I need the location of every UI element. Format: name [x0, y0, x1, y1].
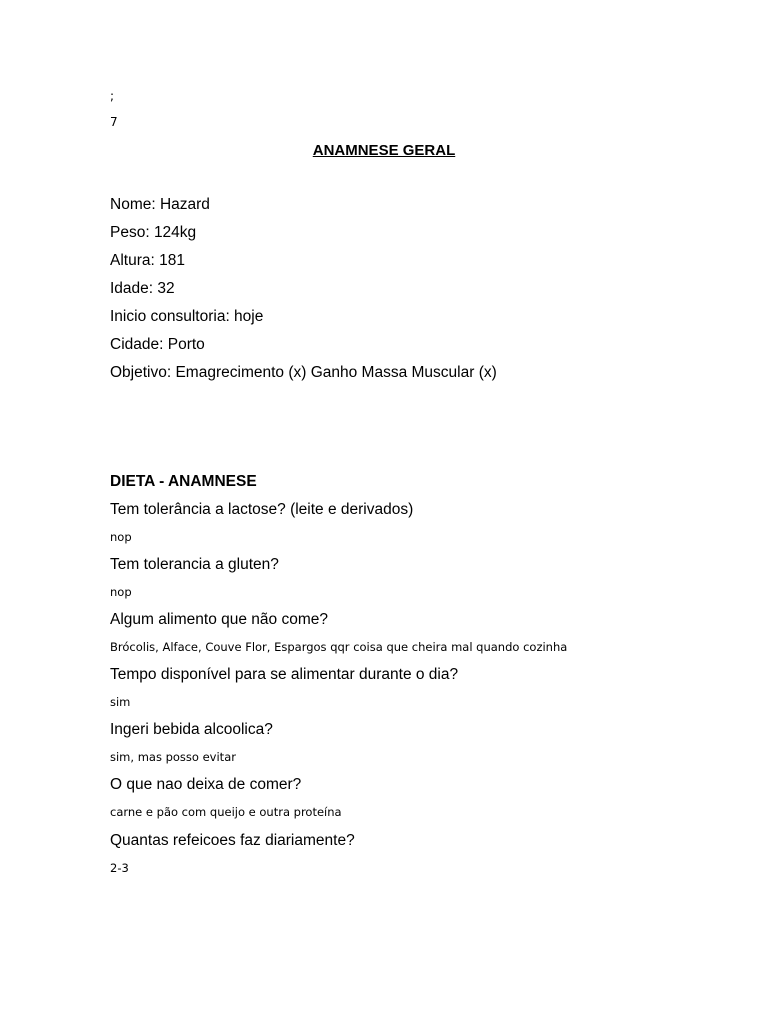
- diet-question: O que nao deixa de comer?: [110, 776, 302, 793]
- diet-question: Tem tolerancia a gluten?: [110, 556, 279, 573]
- diet-answer: Brócolis, Alface, Couve Flor, Espargos qqr coisa que cheira mal quando cozinha: [110, 640, 568, 654]
- diet-answer: nop: [110, 585, 132, 599]
- field-inicio-consultoria: Inicio consultoria: hoje: [110, 308, 264, 325]
- field-cidade: Cidade: Porto: [110, 336, 205, 353]
- diet-answer: sim: [110, 695, 131, 709]
- diet-answer: carne e pão com queijo e outra proteína: [110, 805, 342, 819]
- diet-question: Algum alimento que não come?: [110, 611, 328, 628]
- diet-question: Tem tolerância a lactose? (leite e derivados): [110, 501, 414, 518]
- header-mark-semicolon: ;: [110, 89, 115, 103]
- field-idade: Idade: 32: [110, 280, 175, 297]
- diet-question: Quantas refeicoes faz diariamente?: [110, 832, 355, 849]
- header-mark-number: 7: [110, 115, 118, 129]
- diet-answer: nop: [110, 530, 132, 544]
- field-altura: Altura: 181: [110, 252, 185, 269]
- diet-section-title: DIETA - ANAMNESE: [110, 473, 257, 490]
- document-title: [0, 142, 768, 159]
- field-objetivo: Objetivo: Emagrecimento (x) Ganho Massa Muscular (x): [110, 364, 497, 381]
- field-nome: Nome: Hazard: [110, 196, 210, 213]
- diet-question: Ingeri bebida alcoolica?: [110, 721, 273, 738]
- diet-answer: sim, mas posso evitar: [110, 750, 236, 764]
- diet-question: Tempo disponível para se alimentar durante o dia?: [110, 666, 459, 683]
- field-peso: Peso: 124kg: [110, 224, 197, 241]
- diet-answer: 2-3: [110, 861, 129, 875]
- document-title-text: ANAMNESE GERAL: [312, 142, 456, 159]
